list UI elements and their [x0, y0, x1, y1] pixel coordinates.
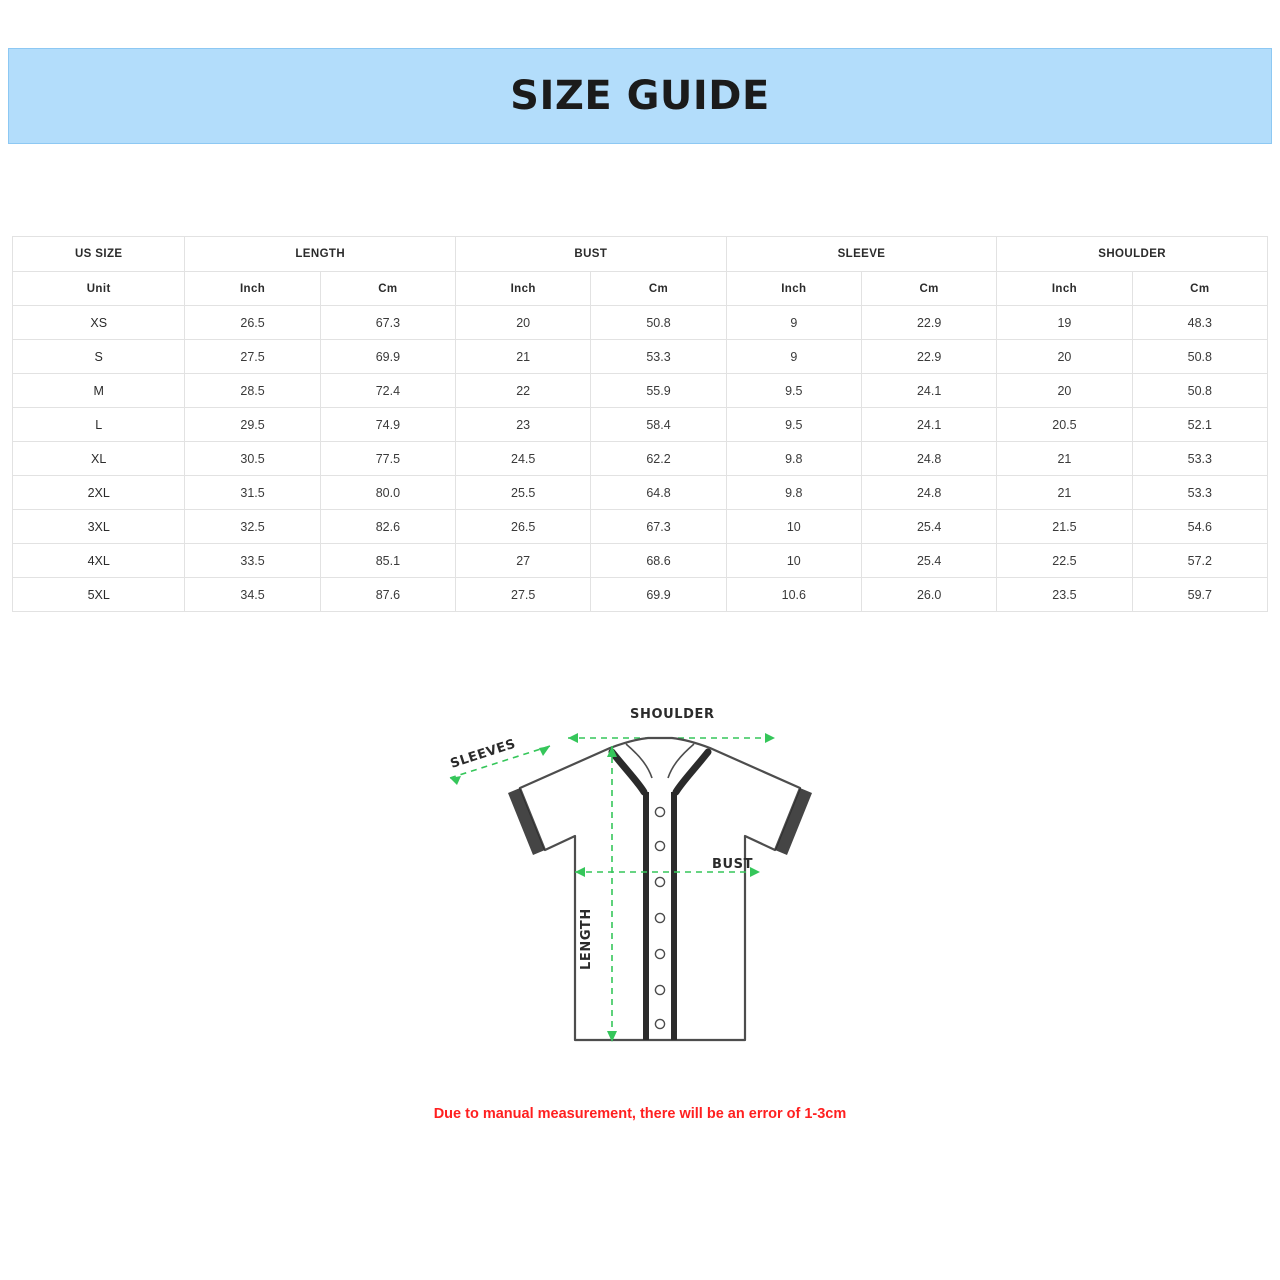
table-row: [13, 340, 1268, 374]
cell-measurement: 68.6: [591, 544, 726, 578]
size-table-container: [12, 236, 1268, 612]
cell-measurement: 50.8: [1132, 374, 1267, 408]
cell-measurement: 62.2: [591, 442, 726, 476]
cell-measurement: 57.2: [1132, 544, 1267, 578]
cell-measurement: 31.5: [185, 476, 320, 510]
cell-measurement: 23.5: [997, 578, 1132, 612]
cell-measurement: 9: [726, 306, 861, 340]
table-row: [13, 374, 1268, 408]
cell-measurement: 54.6: [1132, 510, 1267, 544]
cell-measurement: 33.5: [185, 544, 320, 578]
table-unit-header-row: [13, 272, 1268, 306]
column-header-shoulder: SHOULDER: [997, 237, 1268, 272]
cell-measurement: 26.5: [456, 510, 591, 544]
unit-header-shoulder-inch: Inch: [997, 272, 1132, 306]
cell-measurement: 29.5: [185, 408, 320, 442]
label-shoulder: SHOULDER: [630, 707, 715, 722]
cell-us-size: 3XL: [13, 510, 185, 544]
cell-us-size: 5XL: [13, 578, 185, 612]
label-length: LENGTH: [579, 908, 594, 970]
unit-header-length-cm: Cm: [320, 272, 455, 306]
cell-measurement: 27.5: [456, 578, 591, 612]
size-guide-banner: [8, 48, 1272, 144]
cell-measurement: 9.5: [726, 374, 861, 408]
cell-measurement: 22.5: [997, 544, 1132, 578]
table-group-header-row: [13, 237, 1268, 272]
cell-measurement: 74.9: [320, 408, 455, 442]
label-bust: BUST: [712, 857, 754, 872]
cell-measurement: 10.6: [726, 578, 861, 612]
cell-measurement: 24.5: [456, 442, 591, 476]
cell-measurement: 69.9: [591, 578, 726, 612]
table-row: [13, 476, 1268, 510]
sleeve-arrow-right: [539, 746, 550, 756]
unit-header-sleeve-cm: Cm: [861, 272, 996, 306]
cell-measurement: 25.4: [861, 510, 996, 544]
cell-measurement: 20: [997, 374, 1132, 408]
cell-measurement: 10: [726, 510, 861, 544]
cell-measurement: 9.8: [726, 476, 861, 510]
cell-measurement: 25.5: [456, 476, 591, 510]
cell-measurement: 85.1: [320, 544, 455, 578]
cell-measurement: 24.8: [861, 476, 996, 510]
cell-measurement: 26.5: [185, 306, 320, 340]
table-row: [13, 306, 1268, 340]
unit-header-sleeve-inch: Inch: [726, 272, 861, 306]
cell-measurement: 50.8: [591, 306, 726, 340]
measurement-disclaimer: Due to manual measurement, there will be an error of 1-3cm: [433, 1106, 847, 1122]
cell-measurement: 23: [456, 408, 591, 442]
cell-measurement: 64.8: [591, 476, 726, 510]
cell-measurement: 9: [726, 340, 861, 374]
cell-us-size: 4XL: [13, 544, 185, 578]
table-row: [13, 544, 1268, 578]
cell-measurement: 77.5: [320, 442, 455, 476]
page-title: SIZE GUIDE: [510, 73, 770, 119]
table-row: [13, 578, 1268, 612]
label-sleeves: SLEEVES: [448, 736, 518, 772]
unit-header-shoulder-cm: Cm: [1132, 272, 1267, 306]
cell-measurement: 53.3: [1132, 442, 1267, 476]
table-head: [13, 237, 1268, 306]
cell-measurement: 32.5: [185, 510, 320, 544]
cell-measurement: 26.0: [861, 578, 996, 612]
shoulder-arrow-left: [568, 733, 578, 743]
cell-measurement: 67.3: [320, 306, 455, 340]
cell-us-size: 2XL: [13, 476, 185, 510]
cell-measurement: 28.5: [185, 374, 320, 408]
table-row: [13, 408, 1268, 442]
column-header-sleeve: SLEEVE: [726, 237, 997, 272]
table-body: [13, 306, 1268, 612]
cell-measurement: 50.8: [1132, 340, 1267, 374]
cell-measurement: 55.9: [591, 374, 726, 408]
cell-measurement: 27: [456, 544, 591, 578]
column-header-length: LENGTH: [185, 237, 456, 272]
cell-measurement: 19: [997, 306, 1132, 340]
table-row: [13, 442, 1268, 476]
cell-measurement: 34.5: [185, 578, 320, 612]
cell-measurement: 21: [456, 340, 591, 374]
unit-header-length-inch: Inch: [185, 272, 320, 306]
cell-measurement: 80.0: [320, 476, 455, 510]
cell-measurement: 21.5: [997, 510, 1132, 544]
cell-us-size: XL: [13, 442, 185, 476]
cell-measurement: 22.9: [861, 306, 996, 340]
cell-measurement: 58.4: [591, 408, 726, 442]
column-header-us-size: US SIZE: [13, 237, 185, 272]
cell-us-size: XS: [13, 306, 185, 340]
unit-header-unit: Unit: [13, 272, 185, 306]
cell-measurement: 9.5: [726, 408, 861, 442]
cell-measurement: 20: [997, 340, 1132, 374]
cell-measurement: 20.5: [997, 408, 1132, 442]
unit-header-bust-cm: Cm: [591, 272, 726, 306]
jersey-measurement-diagram: [430, 660, 890, 1090]
cell-measurement: 21: [997, 442, 1132, 476]
table-row: [13, 510, 1268, 544]
cell-measurement: 10: [726, 544, 861, 578]
cell-measurement: 48.3: [1132, 306, 1267, 340]
cell-measurement: 72.4: [320, 374, 455, 408]
cell-measurement: 9.8: [726, 442, 861, 476]
cell-measurement: 82.6: [320, 510, 455, 544]
cell-measurement: 20: [456, 306, 591, 340]
cell-measurement: 87.6: [320, 578, 455, 612]
cell-measurement: 53.3: [1132, 476, 1267, 510]
cell-measurement: 69.9: [320, 340, 455, 374]
cell-measurement: 25.4: [861, 544, 996, 578]
shoulder-arrow-right: [765, 733, 775, 743]
cell-measurement: 52.1: [1132, 408, 1267, 442]
cell-measurement: 30.5: [185, 442, 320, 476]
cell-measurement: 27.5: [185, 340, 320, 374]
cell-measurement: 59.7: [1132, 578, 1267, 612]
cell-measurement: 22: [456, 374, 591, 408]
cell-us-size: S: [13, 340, 185, 374]
cell-measurement: 24.1: [861, 374, 996, 408]
cell-measurement: 24.8: [861, 442, 996, 476]
cell-measurement: 24.1: [861, 408, 996, 442]
cell-measurement: 53.3: [591, 340, 726, 374]
cell-measurement: 67.3: [591, 510, 726, 544]
cell-us-size: M: [13, 374, 185, 408]
unit-header-bust-inch: Inch: [456, 272, 591, 306]
column-header-bust: BUST: [456, 237, 727, 272]
cell-measurement: 21: [997, 476, 1132, 510]
size-table: [12, 236, 1268, 612]
cell-us-size: L: [13, 408, 185, 442]
cell-measurement: 22.9: [861, 340, 996, 374]
